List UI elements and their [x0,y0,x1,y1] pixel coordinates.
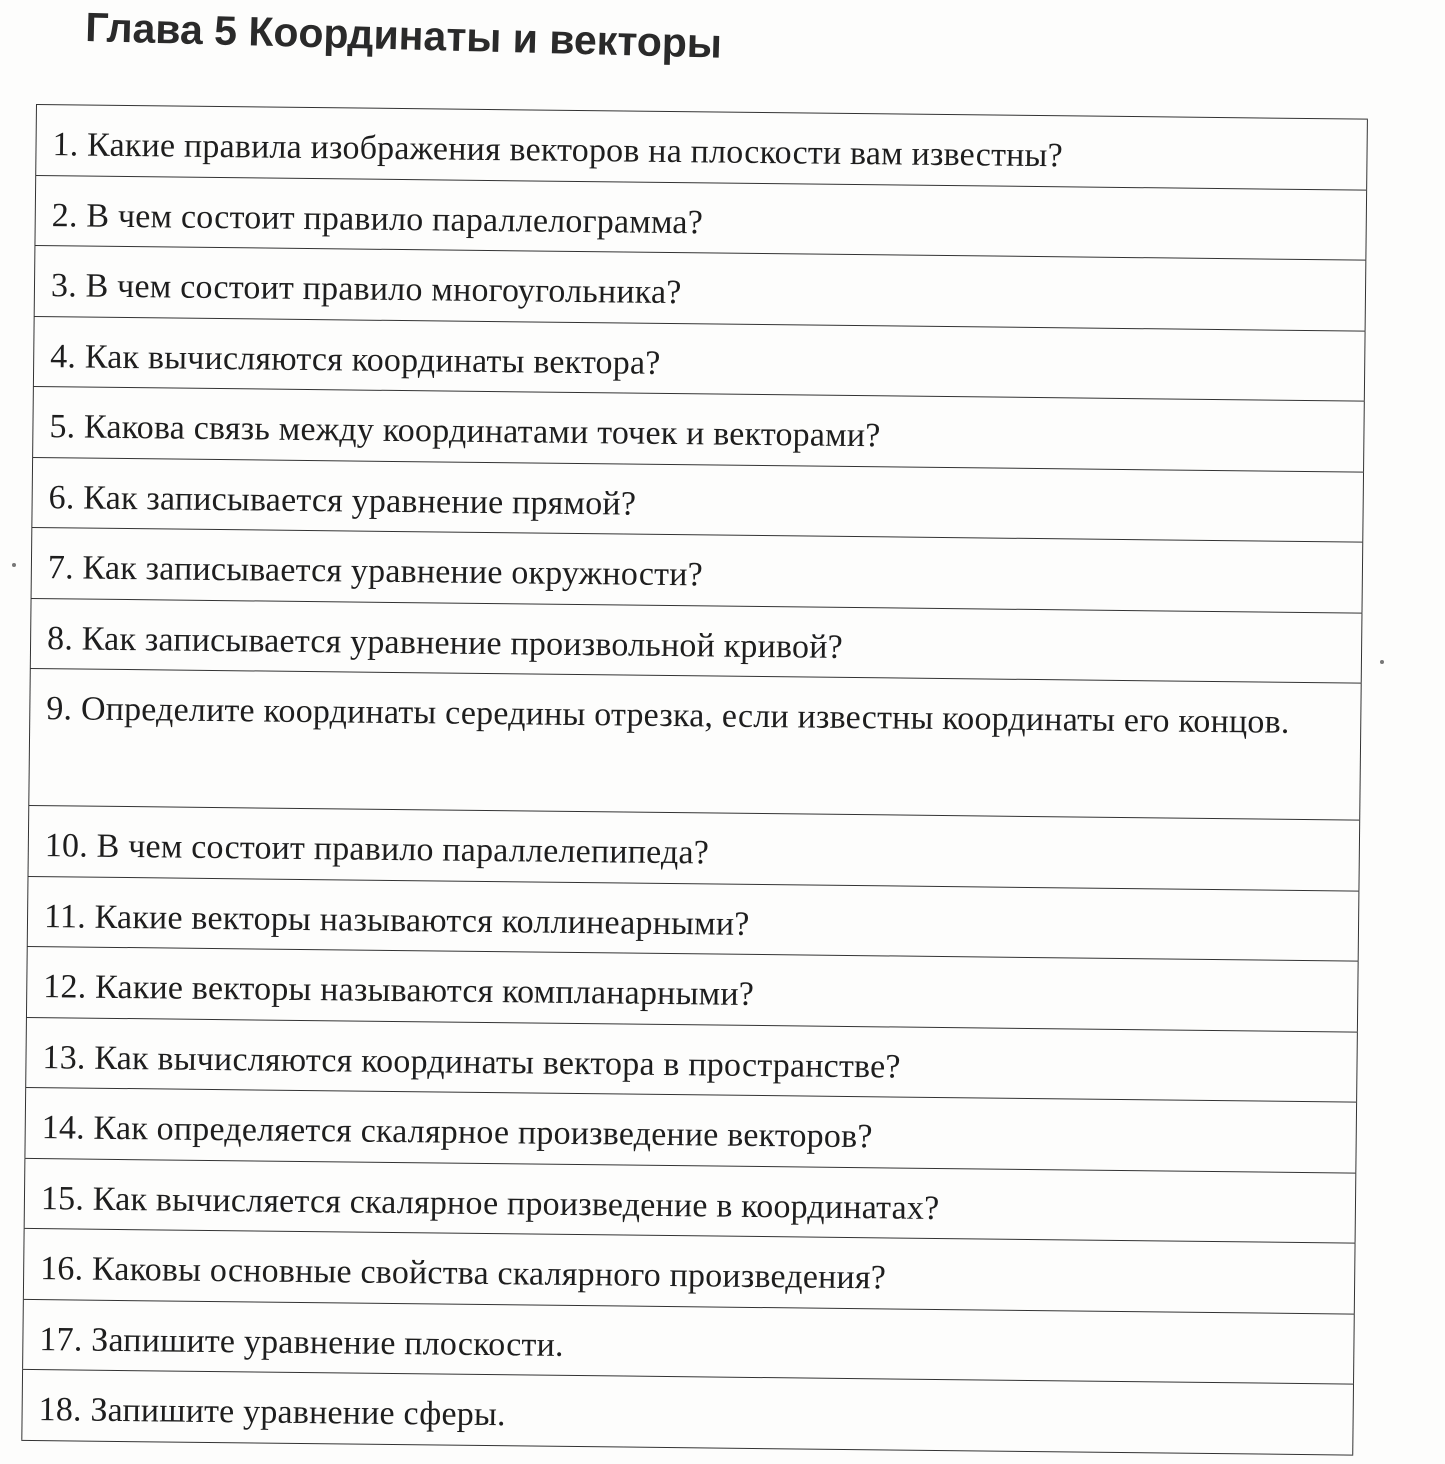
question-table [21,104,1368,1455]
question-item: 4. Как вычисляются координаты вектора? [33,316,1365,401]
table-row [29,668,1361,820]
scan-speck [1380,660,1384,664]
scan-speck [12,563,16,567]
question-item: 2. В чем состоит правило параллелограмма? [35,175,1367,260]
question-item: 5. Какова связь между координатами точек и векторами? [33,386,1365,471]
question-item: 15. Как вычисляется скалярное произведение в координатах? [24,1158,1356,1243]
question-item: 14. Как определяется скалярное произведение векторов? [25,1087,1357,1172]
question-item: 17. Запишите уравнение плоскости. [23,1299,1355,1384]
chapter-title: Глава 5 Координаты и векторы [84,4,723,67]
question-item: 6. Как записывается уравнение прямой? [32,457,1364,542]
question-item: 18. Запишите уравнение сферы. [22,1369,1354,1454]
question-item: 8. Как записывается уравнение произвольной кривой? [30,598,1362,683]
question-item: 16. Каковы основные свойства скалярного произведения? [23,1228,1355,1313]
question-item: 3. В чем состоит правило многоугольника? [34,245,1366,330]
question-item: 11. Какие векторы называются коллинеарными? [27,876,1359,961]
question-item: 13. Как вычисляются координаты вектора в пространстве? [26,1017,1358,1102]
question-table-container [21,104,1368,1455]
question-item: 7. Как записывается уравнение окружности? [31,527,1363,612]
question-item: 9. Определите координаты середины отрезка, если известны координаты его концов. [29,668,1361,820]
table-row [22,1369,1354,1454]
question-item: 10. В чем состоит правило параллелепипеда? [28,805,1360,890]
question-item: 1. Какие правила изображения векторов на плоскости вам известны? [36,105,1368,190]
question-item: 12. Какие векторы называются компланарными? [26,946,1358,1031]
